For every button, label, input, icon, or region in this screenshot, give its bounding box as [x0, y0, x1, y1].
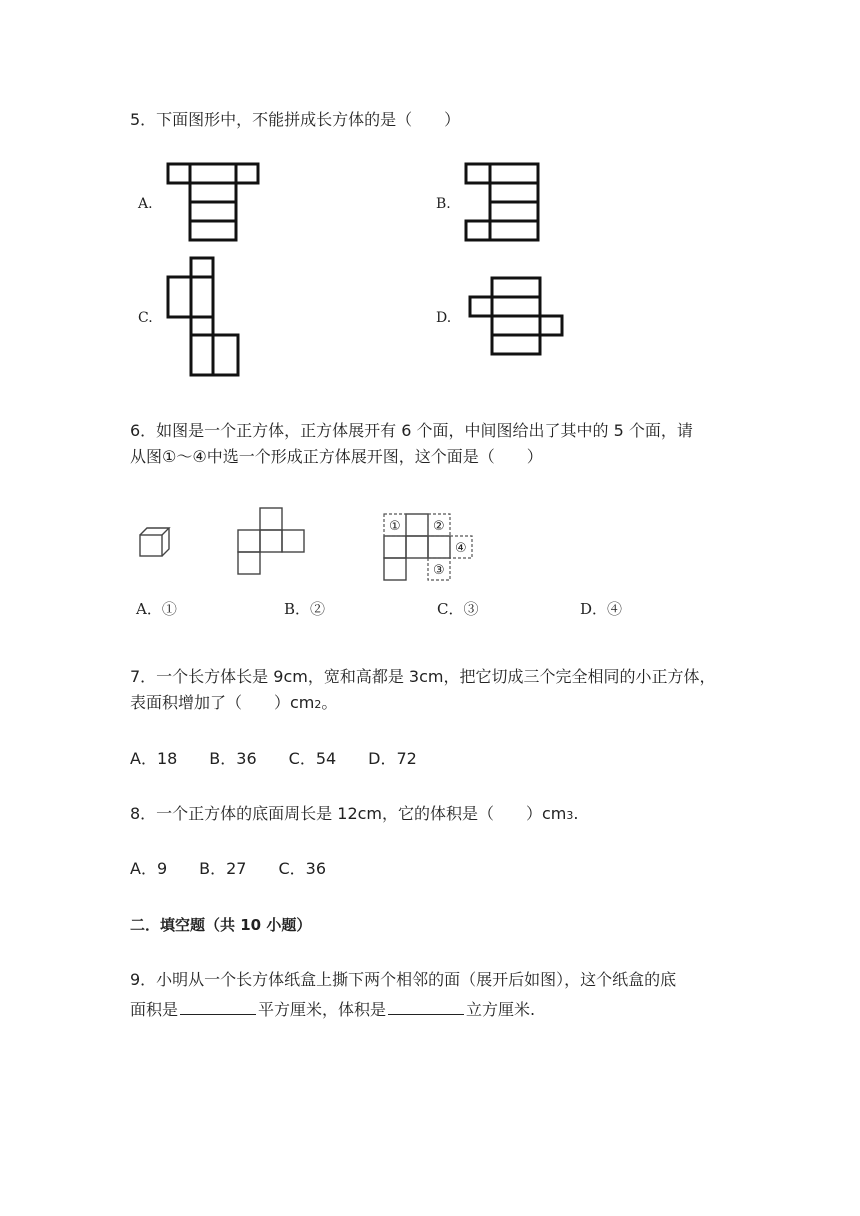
q5-question: 5．下面图形中，不能拼成长方体的是（ ）	[130, 110, 461, 129]
mark-1: ①	[389, 519, 401, 534]
q5-net-c	[168, 258, 248, 378]
q9-blank-area	[180, 998, 256, 1015]
q7-question-line1: 7．一个长方体长是 9cm，宽和高都是 3cm，把它切成三个完全相同的小正方体，	[130, 667, 716, 686]
q9-question-line2	[130, 998, 535, 1020]
q6-option-a: A．①	[136, 600, 177, 618]
q6-option-d: D．④	[580, 600, 623, 618]
q9-text-c: 立方厘米.	[466, 1000, 536, 1019]
q7-line2-text: 表面积增加了（ ）cm	[130, 693, 315, 712]
q5-option-a-label: A.	[138, 196, 153, 212]
q7-question-line2	[130, 693, 337, 715]
q5-option-b-label: B.	[436, 196, 451, 212]
q7-line2-end: 。	[321, 693, 338, 712]
q5-net-a	[168, 164, 268, 244]
q5-net-b	[466, 164, 546, 244]
mark-2: ②	[433, 519, 445, 534]
q9-question-line1: 9．小明从一个长方体纸盒上撕下两个相邻的面（展开后如图），这个纸盒的底	[130, 970, 677, 989]
net-with-choices	[384, 514, 484, 594]
q5-net-d	[470, 278, 580, 358]
q9-text-a: 面积是	[130, 1000, 179, 1019]
q6-option-c: C．③	[437, 600, 479, 618]
mark-4: ④	[455, 541, 467, 556]
q8-unit-exponent: 3	[566, 809, 574, 822]
cube-figure	[140, 528, 180, 564]
five-face-net	[238, 508, 318, 588]
q6-option-b: B．②	[284, 600, 326, 618]
q7-unit-exponent: 2	[314, 698, 322, 711]
q9-text-b: 平方厘米，体积是	[258, 1000, 387, 1019]
q6-question-line1: 6．如图是一个正方体，正方体展开有 6 个面，中间图给出了其中的 5 个面，请	[130, 421, 693, 440]
q7-options: A．18 B．36 C．54 D．72	[130, 749, 417, 768]
q6-question-line2: 从图①～④中选一个形成正方体展开图，这个面是（ ）	[130, 447, 543, 466]
q5-option-d-label: D.	[436, 310, 452, 326]
q8-text-end: .	[573, 804, 579, 823]
q8-text: 8．一个正方体的底面周长是 12cm，它的体积是（ ）cm	[130, 804, 567, 823]
q8-options: A．9 B．27 C．36	[130, 859, 326, 878]
q8-question	[130, 804, 579, 826]
section-heading: 二．填空题（共 10 小题）	[130, 916, 312, 934]
q9-blank-volume	[388, 998, 464, 1015]
q5-option-c-label: C.	[138, 310, 153, 326]
mark-3: ③	[433, 563, 445, 578]
